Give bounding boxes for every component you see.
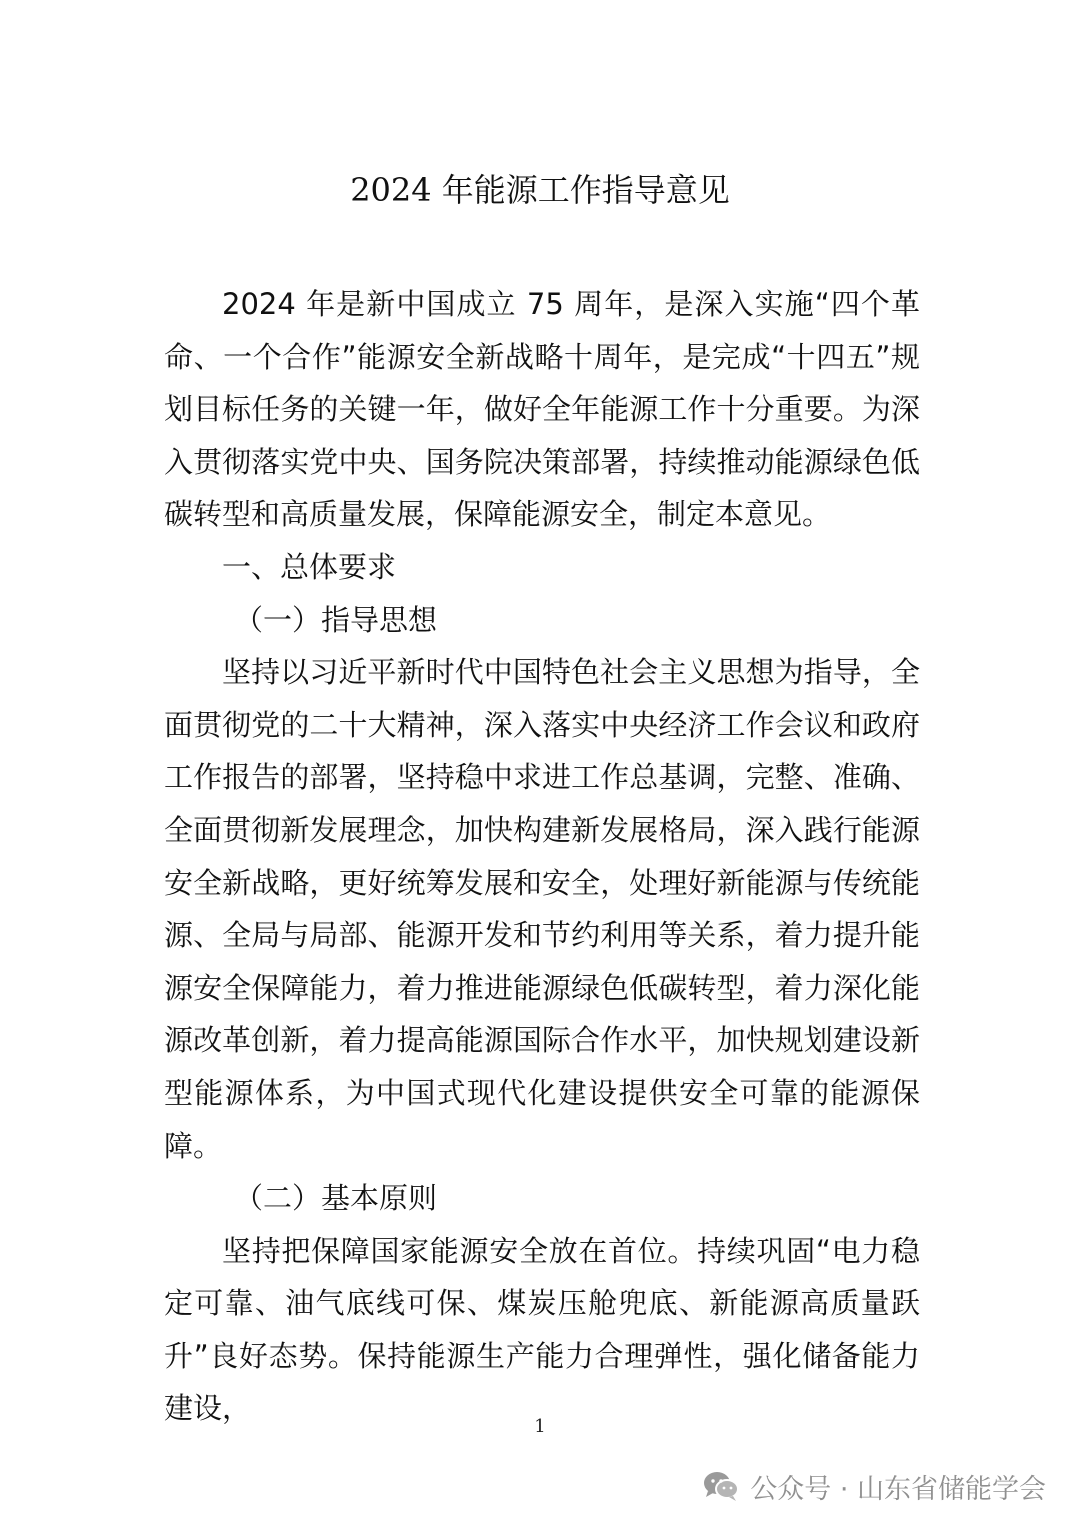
- wechat-watermark: [702, 1466, 1046, 1506]
- subsection-heading-guiding-ideology: （一）指导思想: [234, 602, 438, 637]
- watermark-text: 公众号 · 山东省储能学会: [750, 1473, 1046, 1505]
- document-body: [164, 278, 920, 1435]
- section-heading-general-requirements: 一、总体要求: [222, 549, 397, 584]
- basic-principles-paragraph: 坚持把保障国家能源安全放在首位。持续巩固“电力稳定可靠、油气底线可保、煤炭压舱兜底、新能源高质量跃升”良好态势。保持能源生产能力合理弹性，强化储备能力建设，: [164, 1233, 920, 1426]
- subsection-heading-basic-principles: （二）基本原则: [234, 1181, 438, 1216]
- wechat-icon: [702, 1470, 740, 1502]
- page-number: 1: [534, 1416, 546, 1437]
- guiding-ideology-paragraph: 坚持以习近平新时代中国特色社会主义思想为指导，全面贯彻党的二十大精神，深入落实中央经济工作会议和政府工作报告的部署，坚持稳中求进工作总基调，完整、准确、全面贯彻新发展理念，加快构建新发展格局，深入践行能源安全新战略，更好统筹发展和安全，处理好新能源与传统能源、全局与局部、能源开发和节约利用等关系，着力提升能源安全保障能力，着力推进能源绿色低碳转型，着力深化能源改革创新，着力提高能源国际合作水平，加快规划建设新型能源体系，为中国式现代化建设提供安全可靠的能源保障。: [164, 655, 920, 1163]
- intro-paragraph: 2024 年是新中国成立 75 周年，是深入实施“四个革命、一个合作”能源安全新战略十周年，是完成“十四五”规划目标任务的关键一年，做好全年能源工作十分重要。为深入贯彻落实党中央、国务院决策部署，持续推动能源绿色低碳转型和高质量发展，保障能源安全，制定本意见。: [164, 287, 920, 532]
- document-title: 2024 年能源工作指导意见: [350, 171, 730, 209]
